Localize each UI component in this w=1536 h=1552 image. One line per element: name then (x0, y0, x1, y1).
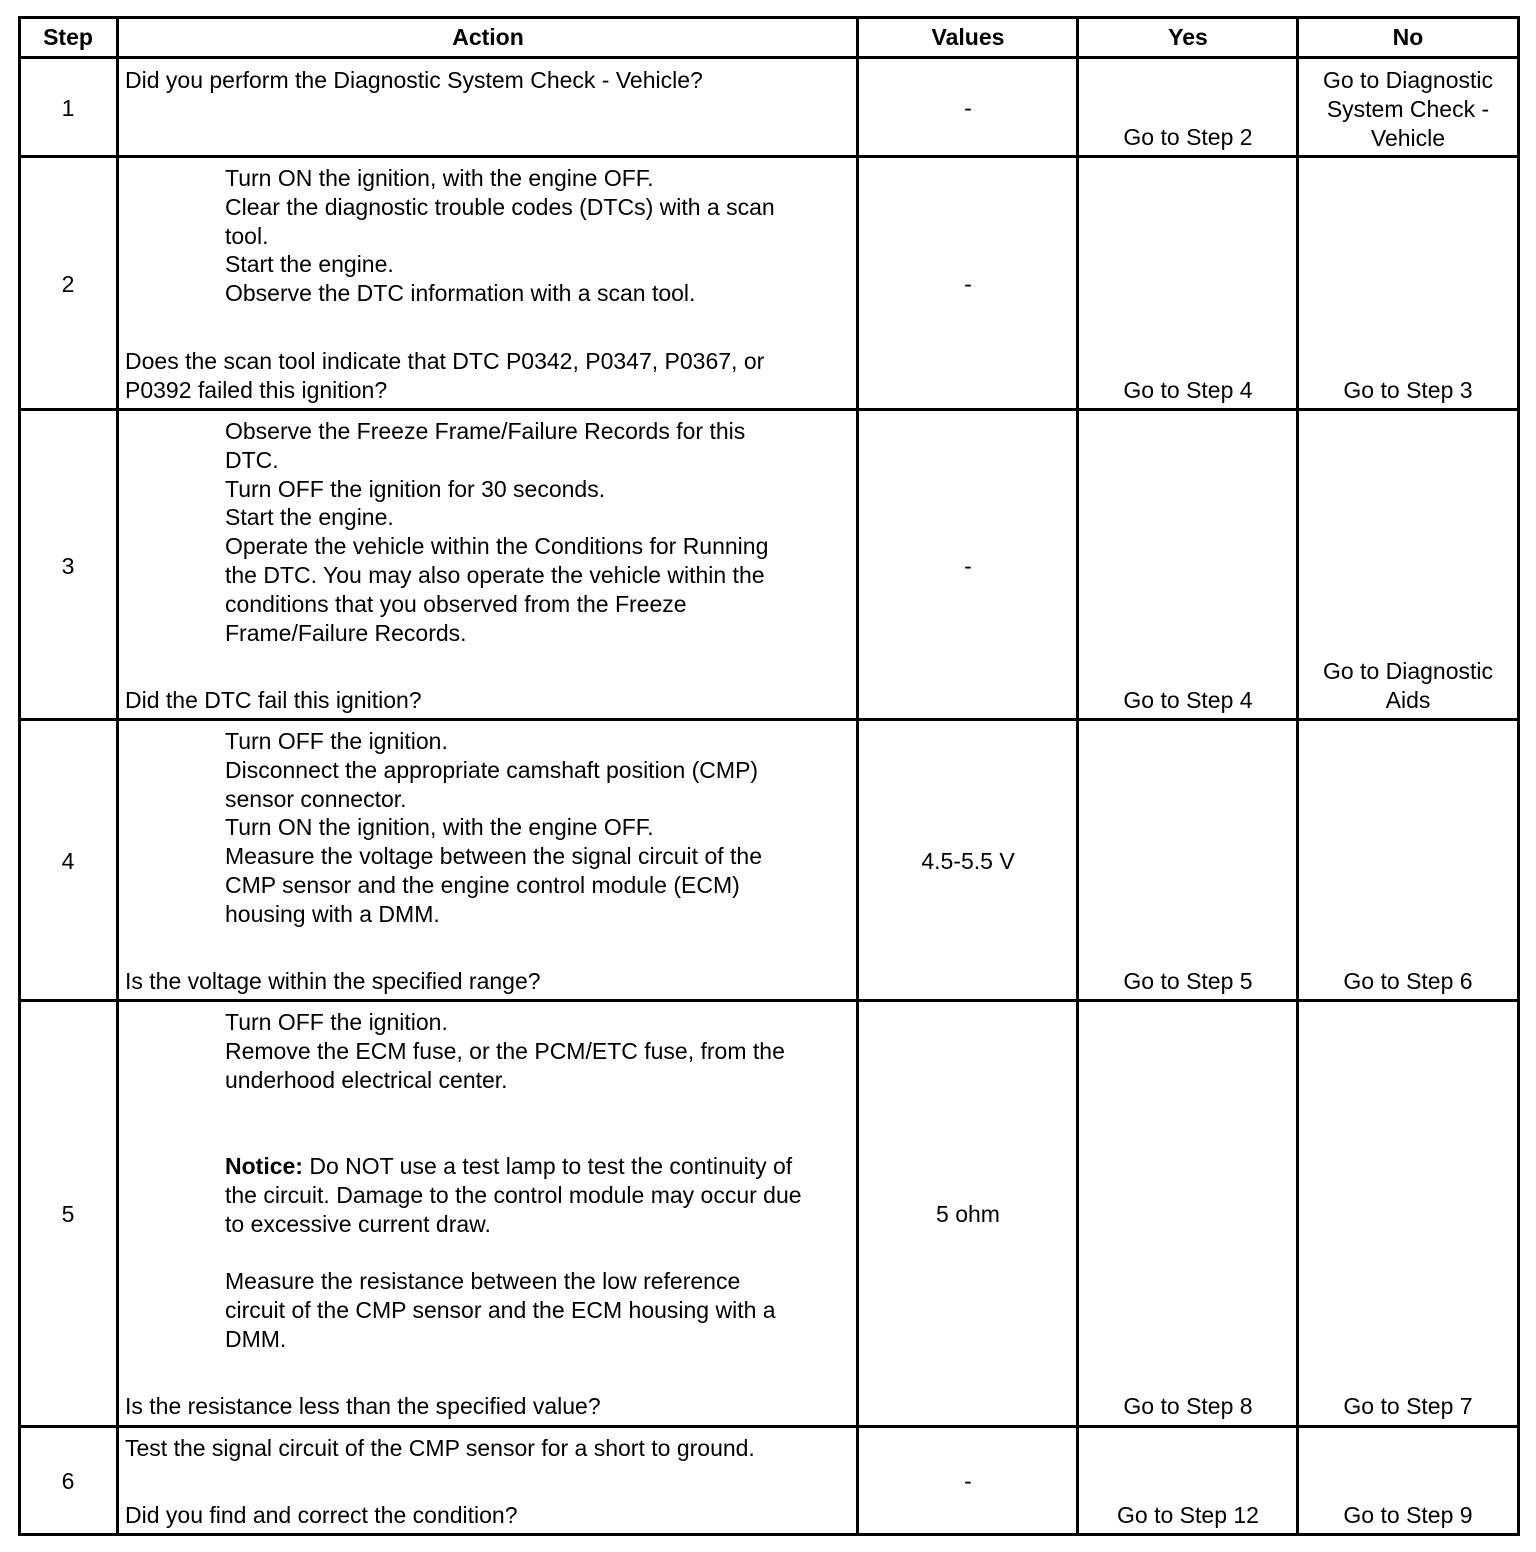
rule-top (18, 16, 1520, 19)
rule-left (18, 16, 21, 1536)
rule-header (18, 56, 1520, 59)
rule-row-1 (18, 155, 1520, 158)
instruction-line: the DTC. You may also operate the vehicle within the (225, 562, 765, 588)
value-cell: - (964, 271, 972, 297)
instruction-line: underhood electrical center. (225, 1066, 508, 1093)
action-question: Did you perform the Diagnostic System Check - Vehicle? (125, 67, 703, 93)
value-cell: 5 ohm (936, 1201, 1000, 1227)
action-question-line: Does the scan tool indicate that DTC P0342, P0347, P0367, or (125, 348, 765, 374)
step-number: 4 (61, 848, 75, 874)
no-cell-line: Go to Step 7 (1343, 1393, 1473, 1419)
yes-cell: Go to Step 5 (1123, 968, 1253, 994)
no-cell-line: System Check - (1326, 95, 1490, 122)
notice-line: the circuit. Damage to the control module may occur due (225, 1181, 802, 1208)
instruction-line: Observe the DTC information with a scan tool. (225, 280, 696, 307)
step-number: 6 (61, 1468, 75, 1494)
yes-cell: Go to Step 2 (1123, 124, 1253, 150)
value-cell: - (964, 1468, 972, 1494)
instruction-line: Frame/Failure Records. (225, 619, 467, 646)
step-number: 1 (61, 95, 75, 121)
header-step: Step (43, 24, 93, 50)
instruction-line: housing with a DMM. (225, 900, 440, 927)
instruction-line: Measure the voltage between the signal circuit of the (225, 843, 762, 870)
instruction-line: DMM. (225, 1325, 287, 1352)
action-question: Did the DTC fail this ignition? (125, 687, 422, 713)
instruction-line: DTC. (225, 446, 279, 473)
action-question-line: P0392 failed this ignition? (125, 376, 388, 403)
instruction-line: conditions that you observed from the Freeze (225, 590, 687, 617)
notice-line (225, 1152, 792, 1181)
instruction-line: Disconnect the appropriate camshaft position (CMP) (225, 756, 759, 783)
rule-right (1517, 16, 1520, 1536)
no-cell-line: Go to Step 3 (1343, 377, 1473, 403)
instruction-line: circuit of the CMP sensor and the ECM housing with a (225, 1296, 776, 1323)
instruction-line: Operate the vehicle within the Conditions for Running (225, 533, 769, 560)
rule-row-4 (18, 999, 1520, 1002)
action-question: Did you find and correct the condition? (125, 1502, 518, 1528)
instruction-line: Clear the diagnostic trouble codes (DTCs) with a scan (225, 193, 775, 220)
instruction-line: Turn OFF the ignition. (225, 728, 448, 754)
notice-label: Notice: (225, 1153, 303, 1179)
instruction-line: tool. (225, 222, 269, 249)
header-values: Values (931, 24, 1005, 50)
value-cell: - (964, 553, 972, 579)
rule-step-action (116, 16, 119, 1536)
instruction-line: Turn ON the ignition, with the engine OFF. (225, 165, 654, 191)
header-action: Action (452, 24, 524, 50)
step-number: 3 (61, 553, 75, 579)
yes-cell: Go to Step 4 (1123, 377, 1253, 403)
instruction-line: Measure the resistance between the low reference (225, 1268, 741, 1294)
no-cell-line: Vehicle (1370, 124, 1446, 151)
diagnostic-table (18, 16, 1520, 1536)
no-cell-line: Go to Diagnostic (1322, 67, 1494, 93)
yes-cell: Go to Step 4 (1123, 687, 1253, 713)
instruction-line: Start the engine. (225, 504, 394, 531)
rule-row-2 (18, 408, 1520, 411)
instruction-line: Start the engine. (225, 251, 394, 278)
rule-yes-no (1296, 16, 1299, 1536)
notice-text: Do NOT use a test lamp to test the continuity of (302, 1153, 793, 1179)
notice-line: to excessive current draw. (225, 1210, 491, 1237)
step-number: 2 (61, 271, 75, 297)
header-no: No (1392, 24, 1424, 50)
rule-row-5 (18, 1425, 1520, 1428)
rule-bottom (18, 1533, 1520, 1536)
header-yes: Yes (1168, 24, 1208, 50)
instruction-line: Observe the Freeze Frame/Failure Records for this (225, 418, 746, 444)
instruction-line: Turn ON the ignition, with the engine OFF. (225, 814, 654, 841)
step-number: 5 (61, 1201, 75, 1227)
no-cell-line: Go to Diagnostic (1322, 658, 1494, 684)
instruction-line: Turn OFF the ignition. (225, 1009, 448, 1035)
rule-values-yes (1076, 16, 1079, 1536)
no-cell-line: Go to Step 6 (1343, 968, 1473, 994)
rule-action-values (856, 16, 859, 1536)
yes-cell: Go to Step 12 (1117, 1502, 1259, 1528)
action-intro: Test the signal circuit of the CMP sensor for a short to ground. (125, 1435, 755, 1461)
rule-row-3 (18, 718, 1520, 721)
instruction-line: Turn OFF the ignition for 30 seconds. (225, 475, 606, 502)
value-cell: - (964, 95, 972, 121)
yes-cell: Go to Step 8 (1123, 1393, 1253, 1419)
no-cell-line: Aids (1385, 686, 1431, 713)
instruction-line: sensor connector. (225, 785, 407, 812)
instruction-line: Remove the ECM fuse, or the PCM/ETC fuse, from the (225, 1037, 785, 1064)
action-question: Is the voltage within the specified range? (125, 968, 541, 994)
value-cell: 4.5-5.5 V (921, 848, 1015, 874)
no-cell-line: Go to Step 9 (1343, 1502, 1473, 1528)
instruction-line: CMP sensor and the engine control module (ECM) (225, 872, 740, 898)
action-question: Is the resistance less than the specified value? (125, 1393, 601, 1419)
